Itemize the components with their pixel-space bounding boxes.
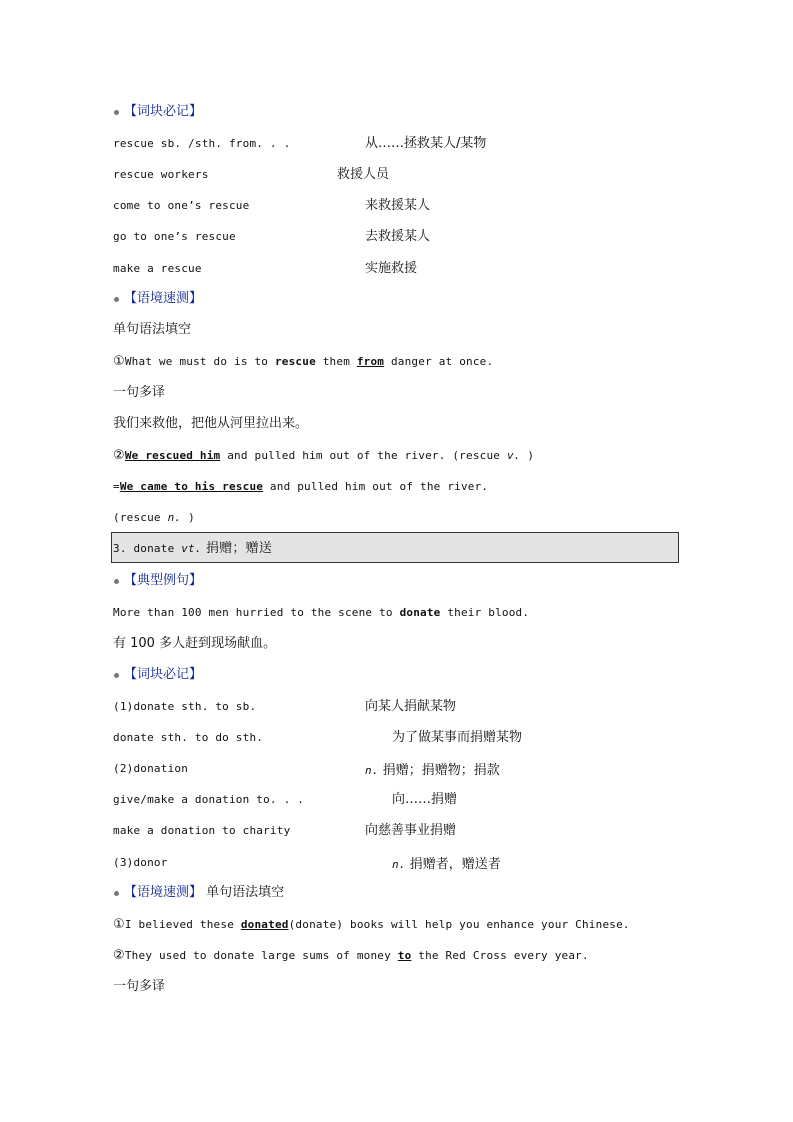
exercise-sentence: =We came to his rescue and pulled him out of the river. (113, 480, 489, 493)
multi-translation-title: 一句多译 (113, 979, 166, 994)
phrase-cn: 向……捐赠 (392, 792, 458, 807)
section-heading: 【词块必记】 (124, 667, 203, 682)
word-heading: 3. donate vt. 捐赠；赠送 (113, 541, 273, 556)
phrase-cn: 去救援某人 (365, 229, 431, 244)
phrase-en: rescue workers (113, 168, 209, 181)
bullet (114, 297, 119, 302)
phrase-cn: 从……拯救某人/某物 (365, 136, 487, 151)
phrase-en: make a donation to charity (113, 824, 291, 837)
phrase-en: (3)donor (113, 856, 168, 869)
bullet (114, 673, 119, 678)
multi-translation-title: 一句多译 (113, 385, 166, 400)
bullet (114, 579, 119, 584)
phrase-cn: n. 捐赠者，赠送者 (392, 857, 501, 872)
phrase-cn: 救援人员 (337, 167, 390, 182)
section-heading: 【语境速测】 单句语法填空 (124, 885, 285, 900)
phrase-en: rescue sb. /sth. from. . . (113, 137, 291, 150)
phrase-cn: 为了做某事而捐赠某物 (392, 730, 523, 745)
section-heading: 【典型例句】 (124, 573, 203, 588)
section-heading: 【语境速测】 (124, 291, 203, 306)
phrase-cn: n. 捐赠；捐赠物；捐款 (365, 763, 500, 778)
phrase-cn: 向某人捐献某物 (365, 699, 457, 714)
multi-translation-source: 我们来救他，把他从河里拉出来。 (113, 416, 309, 431)
answer: We came to his rescue (119, 480, 264, 493)
exercise-title: 单句语法填空 (113, 322, 192, 337)
exercise-sentence: ②They used to donate large sums of money to the Red Cross every year. (113, 948, 589, 963)
phrase-cn: 实施救援 (365, 261, 418, 276)
phrase-en: give/make a donation to. . . (113, 793, 305, 806)
answer: donated (240, 918, 289, 931)
phrase-en: donate sth. to do sth. (113, 731, 264, 744)
answer: We rescued him (124, 449, 221, 462)
phrase-en: (2)donation (113, 762, 189, 775)
exercise-sentence: ①I believed these donated(donate) books will help you enhance your Chinese. (113, 917, 630, 932)
section-heading: 【词块必记】 (124, 104, 203, 119)
bullet (114, 110, 119, 115)
phrase-cn: 来救援某人 (365, 198, 431, 213)
phrase-en: go to one’s rescue (113, 230, 236, 243)
phrase-en: make a rescue (113, 262, 202, 275)
bullet (114, 891, 119, 896)
answer: to (397, 949, 412, 962)
exercise-note: (rescue n. ) (113, 511, 195, 524)
example-translation: 有 100 多人赶到现场献血。 (113, 636, 277, 651)
phrase-en: come to one’s rescue (113, 199, 250, 212)
exercise-sentence: ②We rescued him and pulled him out of the river. (rescue v. ) (113, 448, 535, 463)
exercise-sentence: ①What we must do is to rescue them from danger at once. (113, 354, 494, 369)
example-sentence: More than 100 men hurried to the scene to donate their blood. (113, 606, 530, 619)
phrase-cn: 向慈善事业捐赠 (365, 823, 457, 838)
phrase-en: (1)donate sth. to sb. (113, 700, 257, 713)
answer: from (356, 355, 385, 368)
